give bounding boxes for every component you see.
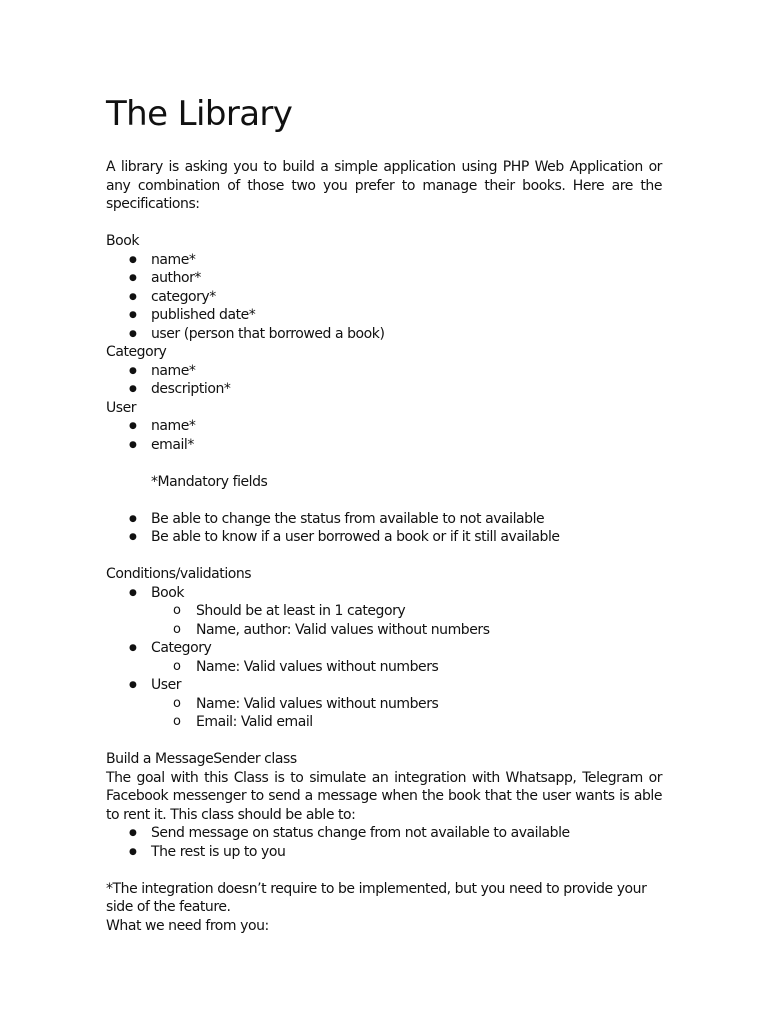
user-fields-list: [106, 417, 662, 454]
list-item: ● Send message on status change from not available to available: [106, 824, 662, 843]
document-page: [106, 92, 662, 935]
list-item: ● published date*: [106, 306, 662, 325]
condition-group-label: User: [151, 677, 182, 693]
condition-group-label: Book: [151, 584, 185, 601]
message-sender-list: [106, 824, 662, 861]
category-heading: Category: [106, 344, 167, 360]
message-sender-heading: Build a MessageSender class: [106, 751, 297, 767]
intro-paragraph: A library is asking you to build a simple application using PHP Web Application or any combination of those two you prefer to manage their books. Here are the specifications:: [106, 159, 662, 212]
list-item: ● The rest is up to you: [106, 843, 662, 862]
list-item: ● name*: [106, 251, 662, 270]
condition-sublist: [151, 602, 662, 639]
condition-sublist: [151, 658, 662, 677]
spacer: [106, 491, 662, 510]
spacer: [106, 214, 662, 233]
list-item: ● author*: [106, 269, 662, 288]
list-item: o Name: Valid values without numbers: [151, 658, 662, 677]
list-item: ● category*: [106, 288, 662, 307]
spacer: [106, 454, 662, 473]
list-item: o Name: Valid values without numbers: [151, 695, 662, 714]
list-item: ● Be able to change the status from available to not available: [106, 510, 662, 529]
spacer: [106, 861, 662, 880]
list-item: ● user (person that borrowed a book): [106, 325, 662, 344]
spacer: [106, 547, 662, 566]
conditions-list: [106, 584, 662, 732]
list-item: ● name*: [106, 362, 662, 381]
category-fields-list: [106, 362, 662, 399]
book-fields-list: [106, 251, 662, 344]
features-list: [106, 510, 662, 547]
list-item: ● email*: [106, 436, 662, 455]
user-heading: User: [106, 399, 137, 416]
condition-group-label: Category: [151, 640, 212, 656]
list-item: o Email: Valid email: [151, 713, 662, 732]
closing-line: What we need from you:: [106, 917, 269, 934]
mandatory-note: *Mandatory fields: [151, 473, 268, 490]
list-item: ● Be able to know if a user borrowed a book or if it still available: [106, 528, 662, 547]
list-item: ● name*: [106, 417, 662, 436]
condition-group-book: [106, 584, 662, 640]
page-title: The Library: [106, 94, 293, 134]
list-item: ● description*: [106, 380, 662, 399]
book-heading: Book: [106, 233, 140, 249]
condition-group-category: [106, 639, 662, 676]
condition-sublist: [151, 695, 662, 732]
list-item: o Name, author: Valid values without numbers: [151, 621, 662, 640]
message-sender-description: The goal with this Class is to simulate an integration with Whatsapp, Telegram or Facebook messenger to send a message when the book that the user wants is able to rent it. This class should be able to:: [106, 769, 662, 823]
conditions-heading: Conditions/validations: [106, 566, 252, 582]
spacer: [106, 732, 662, 751]
list-item: o Should be at least in 1 category: [151, 602, 662, 621]
integration-note: *The integration doesn’t require to be implemented, but you need to provide your side of the feature.: [106, 880, 647, 915]
condition-group-user: [106, 676, 662, 732]
